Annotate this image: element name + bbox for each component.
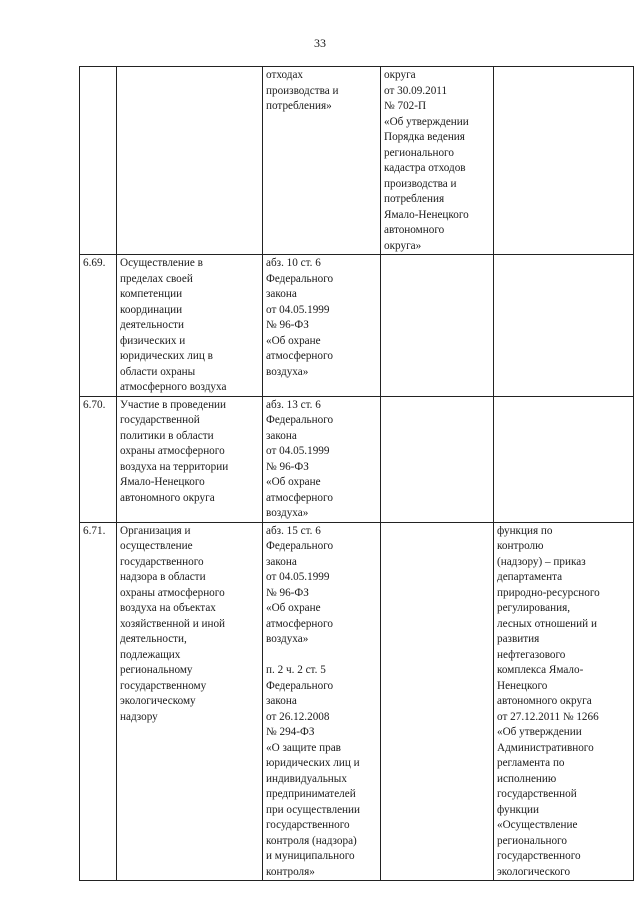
cell-line: надзору (120, 710, 158, 723)
cell-line: охраны атмосферного (120, 445, 225, 457)
cell-line: от 04.05.1999 (266, 571, 330, 583)
cell-line: природно-ресурсного (497, 586, 600, 599)
cell-line: координации (120, 303, 183, 316)
row-number-cell: 6.69. (80, 255, 117, 397)
cell-line: регламента по (497, 757, 565, 769)
cell-line: комплекса Ямало- (497, 664, 584, 676)
cell-line: Порядка ведения (384, 131, 465, 143)
cell-line: надзора в области (120, 571, 206, 583)
cell-line: потребления» (266, 100, 332, 112)
cell-line: воздуха» (266, 633, 309, 645)
cell-line: от 30.09.2011 (384, 84, 448, 97)
cell-line: регионального (497, 834, 567, 847)
cell-line: Федерального (266, 540, 334, 552)
cell-line: «Осуществление (497, 819, 578, 831)
cell-line: от 26.12.2008 (266, 710, 330, 723)
cell-line: регулирования, (497, 602, 571, 614)
cell-line: экологического (497, 865, 571, 878)
cell-line: государственного (497, 850, 581, 862)
cell-line: осуществление (120, 540, 193, 552)
cell-line: контроля» (266, 865, 315, 878)
cell-line: атмосферного (266, 491, 333, 504)
cell-line: п. 2 ч. 2 ст. 5 (266, 664, 326, 676)
cell-line: Осуществление в (120, 257, 203, 269)
cell-line: «Об охране (266, 476, 321, 488)
cell-line: автономного округа (120, 491, 215, 504)
page-number: 33 (314, 36, 326, 50)
cell-line: департамента (497, 571, 563, 583)
cell-line: государственной (497, 788, 577, 800)
cell-line: «Об охране (266, 334, 321, 347)
cell-line: Организация и (120, 524, 191, 537)
cell-line: политики в области (120, 429, 214, 442)
cell-line: нефтегазового (497, 648, 566, 661)
function-act-cell (494, 522, 634, 881)
cell-line: закона (266, 288, 297, 300)
cell-line: № 96-ФЗ (266, 460, 309, 473)
cell-line: юридических лиц и (266, 757, 360, 769)
cell-line: № 96-ФЗ (266, 586, 309, 599)
cell-line: государственного (120, 555, 204, 568)
cell-line: предпринимателей (266, 788, 356, 800)
cell-line: атмосферного (266, 617, 333, 630)
cell-line: закона (266, 555, 297, 568)
cell-line: подлежащих (120, 648, 181, 661)
cell-line: потребления (384, 193, 445, 205)
cell-line: охраны атмосферного (120, 586, 225, 599)
cell-line: абз. 10 ст. 6 (266, 257, 321, 269)
regional-act-cell (381, 522, 494, 881)
cell-line: закона (266, 695, 297, 707)
cell-line: автономного округа (497, 695, 592, 707)
regional-act-cell (381, 255, 494, 397)
cell-line: округа (384, 69, 416, 81)
cell-line: Ямало-Ненецкого (120, 476, 205, 488)
cell-line: абз. 15 ст. 6 (266, 524, 321, 537)
cell-line: контролю (497, 540, 544, 552)
function-act-cell (494, 396, 634, 522)
cell-line: кадастра отходов (384, 162, 466, 174)
cell-line: № 702-П (384, 100, 427, 112)
cell-line: Ненецкого (497, 679, 548, 692)
cell-line: функция по (497, 524, 553, 537)
cell-line: атмосферного воздуха (120, 381, 227, 393)
cell-line: юридических лиц в (120, 350, 213, 362)
cell-line: воздуха» (266, 507, 309, 519)
description-cell (117, 522, 263, 881)
cell-line: региональному (120, 664, 193, 676)
federal-basis-cell (263, 67, 381, 255)
cell-line: контроля (надзора) (266, 834, 357, 847)
cell-line: Федерального (266, 414, 334, 426)
cell-line: пределах своей (120, 272, 193, 285)
function-act-cell (494, 67, 634, 255)
cell-line: деятельности (120, 319, 185, 331)
table-row (80, 522, 634, 881)
cell-line: деятельности, (120, 633, 187, 645)
cell-line: «О защите прав (266, 741, 341, 754)
powers-table (79, 66, 634, 881)
cell-line: автономного (384, 224, 445, 236)
cell-line: округа» (384, 239, 422, 252)
cell-line: исполнению (497, 772, 557, 785)
cell-line: отходах (266, 69, 304, 81)
federal-basis-cell (263, 522, 381, 881)
cell-line: государственному (120, 679, 207, 692)
cell-line: производства и (266, 84, 339, 97)
cell-line: экологическому (120, 695, 196, 707)
cell-line: индивидуальных (266, 772, 347, 785)
federal-basis-cell (263, 396, 381, 522)
cell-line: лесных отношений и (497, 617, 597, 630)
table-row (80, 396, 634, 522)
cell-line: воздуха» (266, 365, 309, 378)
row-number-cell: 6.71. (80, 522, 117, 881)
cell-line (266, 648, 377, 664)
cell-line: «Об утверждении (384, 115, 469, 128)
cell-line: при осуществлении (266, 803, 361, 816)
cell-line: области охраны (120, 365, 196, 378)
cell-line: от 27.12.2011 № 1266 (497, 710, 599, 723)
cell-line: закона (266, 429, 297, 442)
cell-line: функции (497, 803, 539, 816)
cell-line: хозяйственной и иной (120, 617, 226, 630)
description-cell (117, 255, 263, 397)
cell-line: физических и (120, 334, 186, 347)
cell-line: Федерального (266, 679, 334, 692)
row-number-cell (80, 67, 117, 255)
cell-line: Ямало-Ненецкого (384, 208, 469, 221)
regional-act-cell (381, 396, 494, 522)
cell-line: производства и (384, 177, 457, 190)
cell-line: атмосферного (266, 350, 333, 362)
cell-line: государственного (266, 819, 350, 831)
regional-act-cell (381, 67, 494, 255)
cell-line: абз. 13 ст. 6 (266, 398, 321, 411)
table-row (80, 255, 634, 397)
cell-line: компетенции (120, 288, 183, 300)
cell-line: «Об охране (266, 602, 321, 614)
cell-line: Административного (497, 741, 594, 754)
cell-line: «Об утверждении (497, 726, 582, 738)
cell-line: Федерального (266, 272, 334, 285)
federal-basis-cell (263, 255, 381, 397)
cell-line: № 294-ФЗ (266, 726, 315, 738)
function-act-cell (494, 255, 634, 397)
cell-line: Участие в проведении (120, 398, 227, 411)
cell-line: и муниципального (266, 850, 355, 862)
cell-line: от 04.05.1999 (266, 445, 330, 457)
table-row (80, 67, 634, 255)
cell-line: воздуха на территории (120, 460, 229, 473)
cell-line: № 96-ФЗ (266, 319, 309, 331)
cell-line: от 04.05.1999 (266, 303, 330, 316)
cell-line: государственной (120, 414, 200, 426)
cell-line: развития (497, 633, 540, 645)
description-cell (117, 396, 263, 522)
description-cell (117, 67, 263, 255)
cell-line: (надзору) – приказ (497, 555, 586, 568)
row-number-cell: 6.70. (80, 396, 117, 522)
cell-line: регионального (384, 146, 454, 159)
cell-line: воздуха на объектах (120, 602, 216, 614)
